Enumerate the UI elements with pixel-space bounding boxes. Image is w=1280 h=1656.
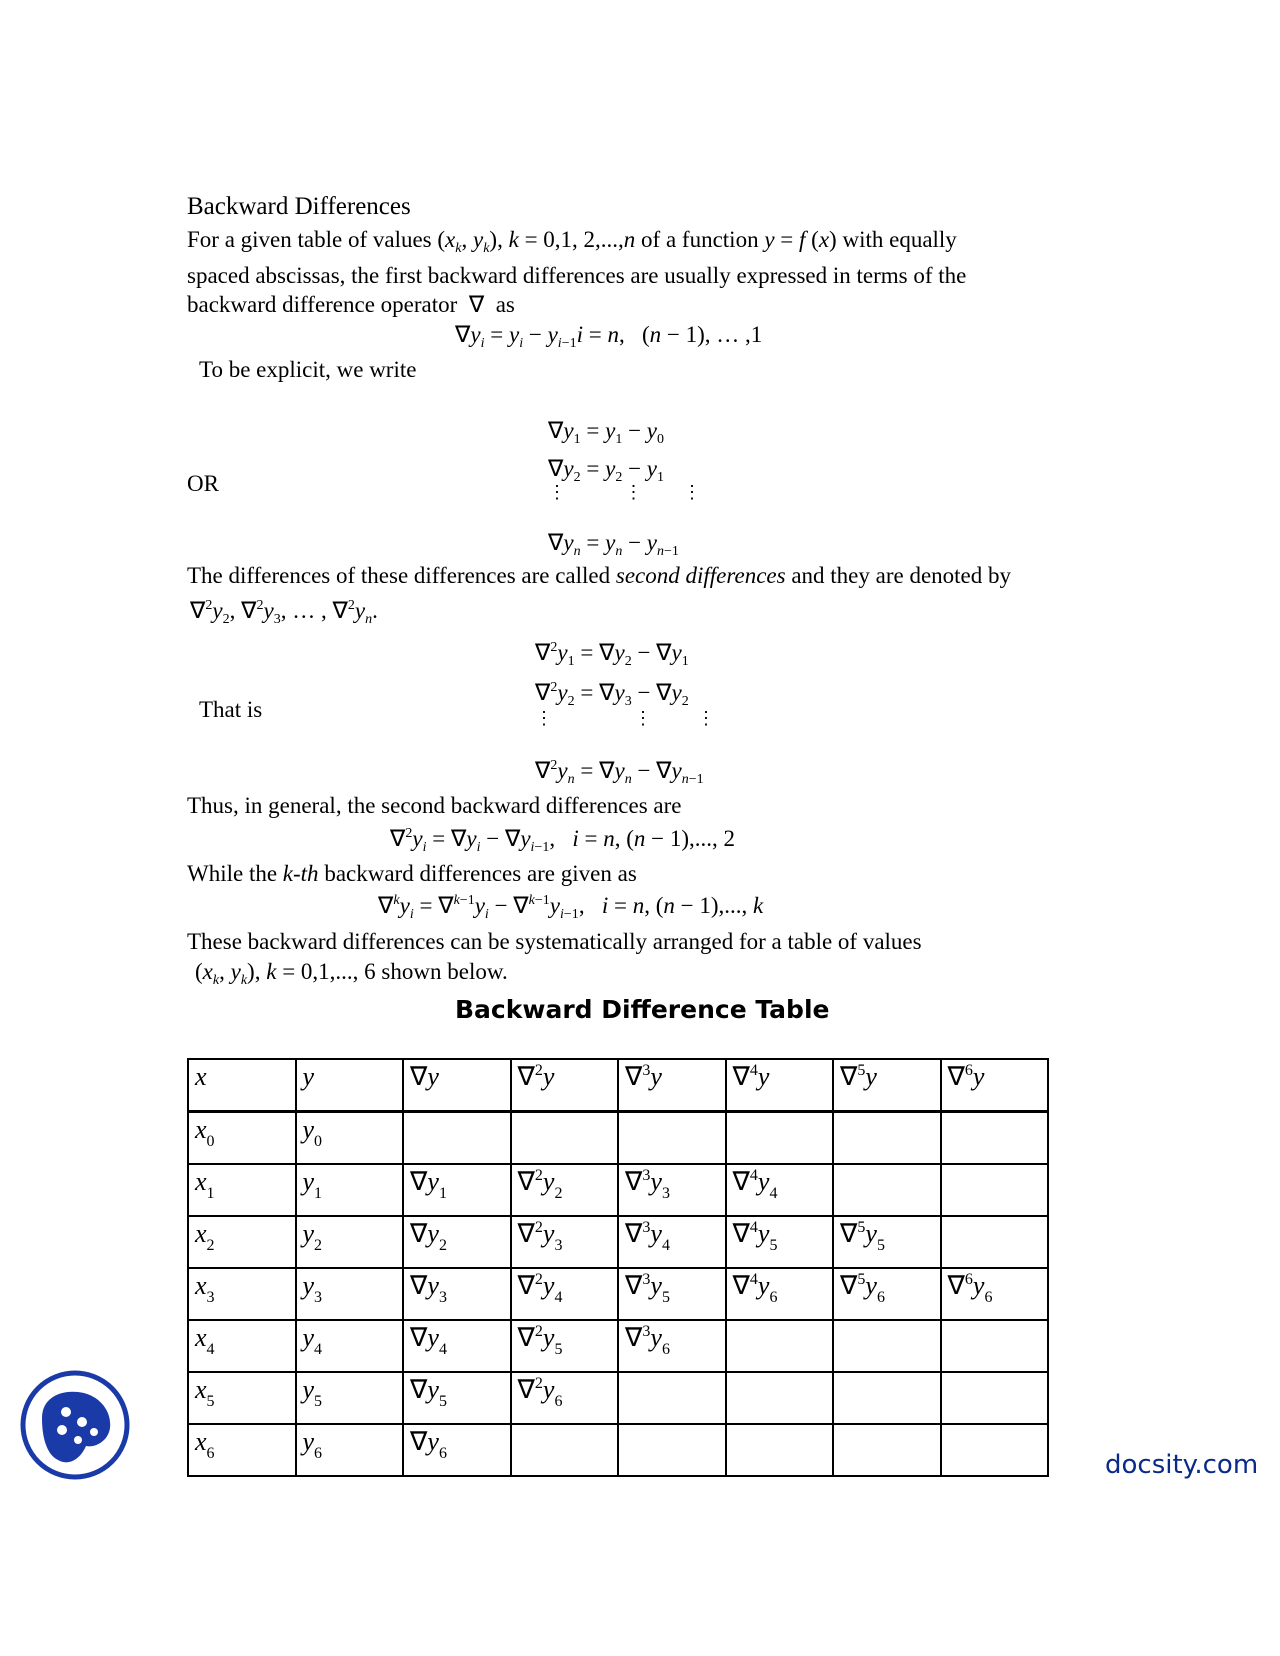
table-title: Backward Difference Table <box>455 995 830 1024</box>
formula-table-range: ($x_k$, $y_k$), k = 0,1,..., 6 <box>195 959 376 988</box>
table-cell: $\nabla^3y_5$ <box>618 1268 726 1320</box>
formula-second-denoted: $\nabla^2y_2$, $\nabla^2y_3$, … , $\nabla^2y_n$. <box>190 598 378 627</box>
table-cell: $x_0$ <box>188 1112 296 1165</box>
table-header-row <box>188 1059 1048 1112</box>
table-cell: $y_3$ <box>296 1268 404 1320</box>
table-cell: $\nabla^2y_3$ <box>511 1216 619 1268</box>
table-header-cell: ∇y <box>403 1059 511 1112</box>
table-row <box>188 1372 1048 1424</box>
table-cell <box>833 1372 941 1424</box>
formula-nabla-y1: $\nabla y_1 = y_1 - y_0$ <box>548 418 665 447</box>
table-cell: $\nabla^2y_6$ <box>511 1372 619 1424</box>
formula-nabla2-y1: $\nabla^2y_1 = \nabla y_2 - \nabla y_1$ <box>535 640 689 669</box>
docsity-logo-icon <box>20 1370 130 1480</box>
table-cell: $y_6$ <box>296 1424 404 1476</box>
table-cell: $y_1$ <box>296 1164 404 1216</box>
table-cell: $\nabla y_4$ <box>403 1320 511 1372</box>
table-cell: $\nabla^6y_6$ <box>941 1268 1049 1320</box>
kth-suffix: backward differences are given as <box>324 861 637 886</box>
intro-line-3-suffix: as <box>495 292 515 317</box>
kth-prefix: While the <box>187 861 278 886</box>
table-cell <box>618 1112 726 1165</box>
table-cell: $\nabla^4y_6$ <box>726 1268 834 1320</box>
table-cell: $\nabla y_2$ <box>403 1216 511 1268</box>
table-cell <box>403 1112 511 1165</box>
formula-nabla-y2: $\nabla y_2 = y_2 - y_1$ <box>548 456 665 485</box>
formula-nabla-yn: $\nabla y_n = y_n - y_{n-1}$ <box>548 530 679 559</box>
shown-below-line <box>195 958 508 986</box>
table-cell: $\nabla^2y_2$ <box>511 1164 619 1216</box>
table-cell: $\nabla^5y_6$ <box>833 1268 941 1320</box>
table-row <box>188 1268 1048 1320</box>
table-cell: $\nabla y_1$ <box>403 1164 511 1216</box>
table-cell: $\nabla^2y_4$ <box>511 1268 619 1320</box>
table-row <box>188 1424 1048 1476</box>
table-header-cell: ∇$^2$y <box>511 1059 619 1112</box>
table-cell: $x_5$ <box>188 1372 296 1424</box>
table-cell <box>833 1164 941 1216</box>
table-cell: $\nabla^3y_3$ <box>618 1164 726 1216</box>
table-cell: $\nabla^3y_6$ <box>618 1320 726 1372</box>
table-cell: $\nabla^4y_5$ <box>726 1216 834 1268</box>
that-is-label: That is <box>199 697 263 722</box>
formula-second-general: $\nabla^2y_i = \nabla y_i - \nabla y_{i-1}$, i = n, (n − 1),..., 2 <box>390 826 736 855</box>
table-cell: $x_6$ <box>188 1424 296 1476</box>
table-cell: $y_2$ <box>296 1216 404 1268</box>
vertical-ellipsis-1: ⋮ ⋮ ⋮ <box>548 482 701 502</box>
explicit-label: To be explicit, we write <box>199 357 417 382</box>
table-cell <box>833 1424 941 1476</box>
table-cell: $y_0$ <box>296 1112 404 1165</box>
table-cell: $\nabla^5y_5$ <box>833 1216 941 1268</box>
table-cell <box>618 1424 726 1476</box>
table-cell: $\nabla^3y_4$ <box>618 1216 726 1268</box>
table-cell: $y_5$ <box>296 1372 404 1424</box>
intro-line-3-prefix: backward difference operator <box>187 292 458 317</box>
general-label: Thus, in general, the second backward differences are <box>187 793 682 818</box>
intro-line-1-prefix: For a given table of values <box>187 227 432 252</box>
table-cell: $\nabla y_3$ <box>403 1268 511 1320</box>
table-header-cell: y <box>296 1059 404 1112</box>
or-label: OR <box>187 471 219 496</box>
table-cell: $x_1$ <box>188 1164 296 1216</box>
table-cell <box>941 1112 1049 1165</box>
table-cell <box>618 1372 726 1424</box>
table-cell <box>726 1424 834 1476</box>
intro-line-2: spaced abscissas, the first backward differences are usually expressed in terms of the <box>187 263 967 288</box>
table-cell: $x_4$ <box>188 1320 296 1372</box>
table-row <box>188 1216 1048 1268</box>
table-cell: $x_3$ <box>188 1268 296 1320</box>
arranged-line: These backward differences can be systematically arranged for a table of values <box>187 929 922 954</box>
formula-function: y = f (x) <box>764 227 837 252</box>
formula-nabla2-yn: $\nabla^2y_n = \nabla y_n - \nabla y_{n-1}$ <box>535 758 704 787</box>
formula-first-backward: $\nabla y_i = y_i - y_{i-1}i = n$, (n − 1), … ,1 <box>455 322 763 351</box>
intro-line-1-middle: of a function <box>641 227 759 252</box>
table-cell <box>941 1320 1049 1372</box>
intro-line-3 <box>187 291 515 319</box>
formula-nabla2-y2: $\nabla^2y_2 = \nabla y_3 - \nabla y_2$ <box>535 680 689 709</box>
intro-line-1 <box>187 226 957 254</box>
brand-text[interactable]: docsity.com <box>1105 1450 1259 1480</box>
table-cell: $\nabla y_5$ <box>403 1372 511 1424</box>
table-cell <box>726 1112 834 1165</box>
table-cell <box>941 1216 1049 1268</box>
kth-label <box>187 860 637 888</box>
vertical-ellipsis-2: ⋮ ⋮ ⋮ <box>535 708 715 728</box>
table-header-cell: ∇$^3$y <box>618 1059 726 1112</box>
table-cell: $y_4$ <box>296 1320 404 1372</box>
table-cell <box>511 1112 619 1165</box>
intro-line-1-suffix: with equally <box>842 227 957 252</box>
table-cell <box>833 1112 941 1165</box>
table-header-cell: x <box>188 1059 296 1112</box>
table-cell <box>941 1424 1049 1476</box>
second-diff-intro <box>187 562 1011 590</box>
table-header-cell: ∇$^5$y <box>833 1059 941 1112</box>
table-cell <box>726 1320 834 1372</box>
table-cell: $\nabla y_6$ <box>403 1424 511 1476</box>
backward-difference-table <box>187 1058 1049 1477</box>
table-row <box>188 1112 1048 1165</box>
formula-table-values: ($x_k$, $y_k$), k = 0,1, 2,...,n <box>437 227 636 256</box>
second-intro-emphasis: second differences <box>615 563 786 588</box>
table-cell: $x_2$ <box>188 1216 296 1268</box>
table-header-cell: ∇$^6$y <box>941 1059 1049 1112</box>
table-cell <box>511 1424 619 1476</box>
table-cell <box>941 1372 1049 1424</box>
table-header-cell: ∇$^4$y <box>726 1059 834 1112</box>
second-intro-suffix: and they are denoted by <box>791 563 1012 588</box>
table-cell: $\nabla^4y_4$ <box>726 1164 834 1216</box>
table-cell <box>726 1372 834 1424</box>
table-cell: $\nabla^2y_5$ <box>511 1320 619 1372</box>
table-row <box>188 1320 1048 1372</box>
second-intro-prefix: The differences of these differences are called <box>187 563 611 588</box>
page-title: Backward Differences <box>187 193 411 220</box>
shown-below-text: shown below. <box>381 959 508 984</box>
nabla-operator: ∇ <box>463 292 490 317</box>
formula-kth-general: $\nabla^ky_i = \nabla^{k-1}y_i - \nabla^{k-1}y_{i-1}$, i = n, (n − 1),..., k <box>378 893 764 922</box>
kth-emphasis: k-th <box>282 861 319 886</box>
table-cell <box>833 1320 941 1372</box>
table-row <box>188 1164 1048 1216</box>
table-cell <box>941 1164 1049 1216</box>
